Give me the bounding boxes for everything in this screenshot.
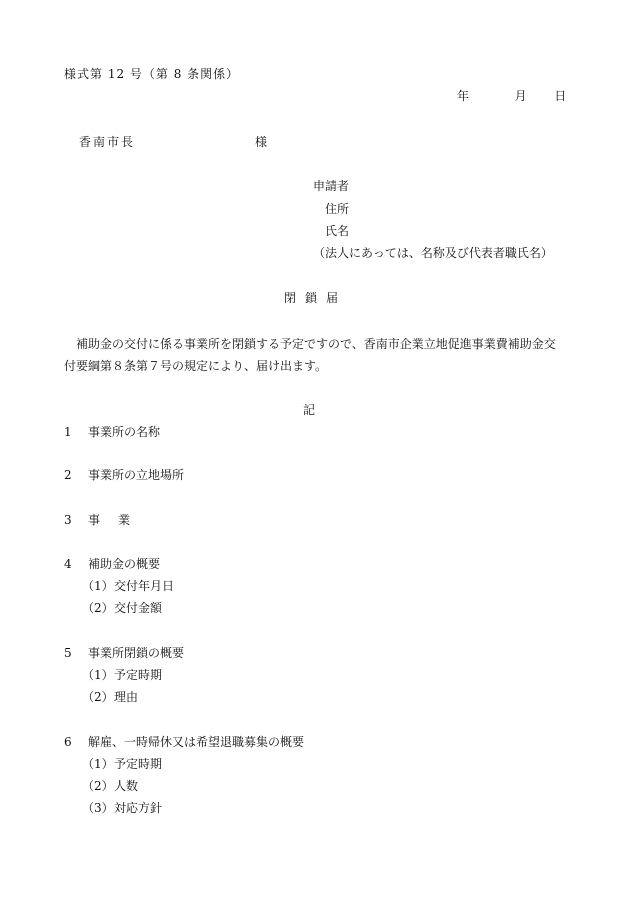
date-day: 日 — [554, 89, 567, 103]
sub-item — [82, 600, 162, 616]
list-item — [64, 556, 160, 572]
addressee-honorific: 様 — [255, 135, 268, 149]
sub-item-label: 交付年月日 — [114, 579, 175, 593]
list-item — [64, 645, 184, 661]
sub-item-label: 予定時期 — [114, 668, 163, 682]
sub-item-label: 交付金額 — [114, 601, 163, 615]
sub-item-number: （2） — [82, 690, 114, 704]
item-number: 3 — [64, 513, 72, 527]
document-title: 閉鎖届 — [284, 291, 348, 305]
sub-item-number: （2） — [82, 601, 114, 615]
sub-item-label: 理由 — [114, 690, 139, 704]
sub-item — [82, 667, 162, 683]
body-text: 補助金の交付に係る事業所を閉鎖する予定ですので、香南市企業立地促進事業費補助金交付要綱第８条第７号の規定により、届け出ます。 — [64, 337, 556, 373]
date-year: 年 — [457, 89, 470, 103]
sub-item — [82, 778, 138, 794]
item-label: 事業所の名称 — [88, 425, 161, 439]
sub-item-number: （3） — [82, 801, 114, 815]
sub-item-number: （1） — [82, 668, 114, 682]
ki-heading: 記 — [303, 403, 316, 417]
name-label: 氏名 — [325, 224, 350, 238]
sub-item — [82, 689, 138, 705]
list-item — [64, 734, 304, 750]
item-label: 事業所閉鎖の概要 — [88, 646, 185, 660]
item-label: 事 業 — [88, 513, 134, 527]
item-number: 6 — [64, 735, 72, 749]
sub-item — [82, 800, 162, 816]
sub-item-label: 対応方針 — [114, 801, 163, 815]
sub-item-label: 人数 — [114, 779, 139, 793]
item-label: 解雇、一時帰休又は希望退職募集の概要 — [88, 735, 305, 749]
sub-item — [82, 578, 174, 594]
body-paragraph — [64, 333, 564, 377]
list-item — [64, 467, 184, 483]
date-month: 月 — [514, 89, 527, 103]
item-number: 4 — [64, 557, 72, 571]
item-number: 5 — [64, 646, 72, 660]
item-number: 2 — [64, 468, 72, 482]
address-label: 住所 — [325, 202, 350, 216]
sub-item-number: （1） — [82, 757, 114, 771]
item-label: 補助金の概要 — [88, 557, 161, 571]
list-item — [64, 424, 160, 440]
sub-item — [82, 756, 162, 772]
date-line — [457, 88, 566, 104]
applicant-label: 申請者 — [313, 179, 350, 193]
sub-item-number: （2） — [82, 779, 114, 793]
addressee — [79, 134, 268, 150]
item-label: 事業所の立地場所 — [88, 468, 185, 482]
sub-item-number: （1） — [82, 579, 114, 593]
list-item — [64, 512, 133, 528]
corporate-note: （法人にあっては、名称及び代表者職氏名） — [313, 246, 553, 260]
item-number: 1 — [64, 425, 72, 439]
addressee-name: 香南市長 — [79, 135, 136, 149]
form-number: 様式第 12 号（第 8 条関係） — [64, 67, 240, 81]
sub-item-label: 予定時期 — [114, 757, 163, 771]
